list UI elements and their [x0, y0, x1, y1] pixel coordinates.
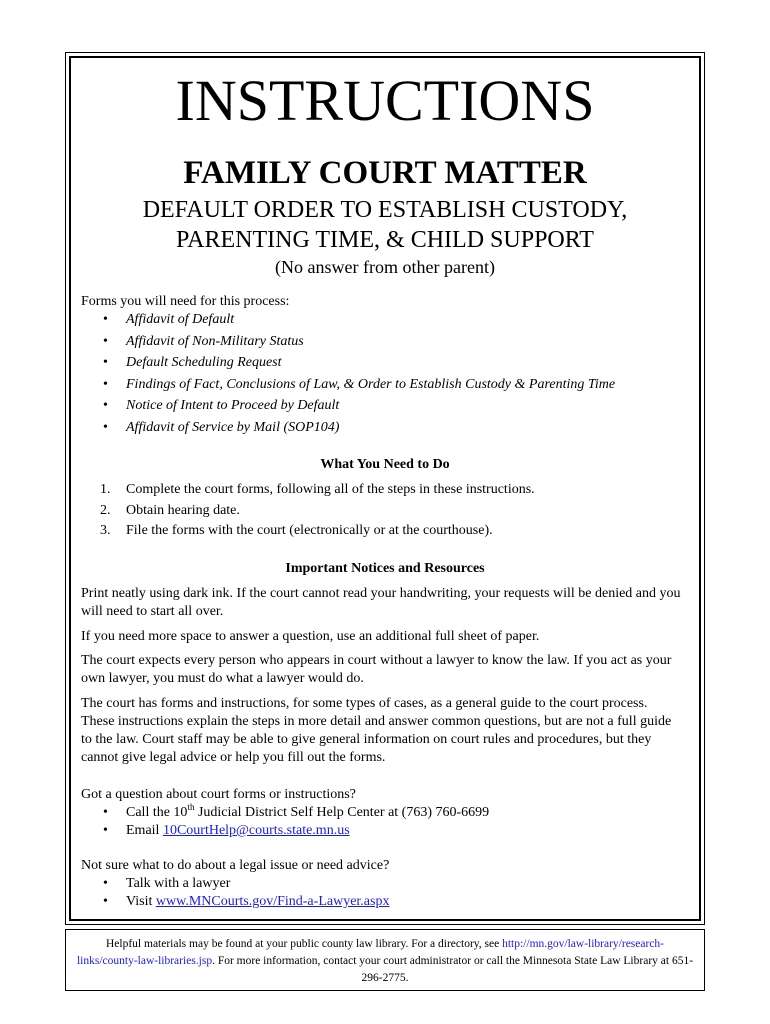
questions-list: [100, 804, 489, 840]
notices-heading: Important Notices and Resources: [285, 561, 485, 576]
todo-number: 2.: [100, 502, 111, 518]
todo-text: Obtain hearing date.: [126, 502, 240, 518]
heading-note: (No answer from other parent): [275, 257, 495, 277]
heading-line-2: PARENTING TIME, & CHILD SUPPORT: [176, 227, 594, 253]
law-library-link[interactable]: http://mn.gov/law-library/research-links/county-law-libraries.jsp: [76, 938, 664, 967]
talk-lawyer-item: • Talk with a lawyer: [100, 875, 389, 893]
forms-list: [100, 311, 615, 440]
forms-list-item: • Affidavit of Non-Military Status: [100, 333, 615, 355]
notice-paragraph: If you need more space to answer a question, use an additional full sheet of paper.: [81, 629, 540, 644]
visit-site-item: [100, 893, 389, 911]
todo-text: Complete the court forms, following all of the steps in these instructions.: [126, 482, 535, 497]
footer-text-1: Helpful materials may be found at your public county law library. For a directory, see: [106, 938, 503, 950]
call-help-center-item: [100, 804, 489, 822]
email-link[interactable]: 10CourtHelp@courts.state.mn.us: [162, 823, 350, 838]
notice-paragraph: Print neatly using dark ink. If the court cannot read your handwriting, your requests will be denied and you will need to start all over.: [81, 586, 681, 619]
todo-list-item: [100, 522, 535, 543]
notice-paragraph: The court has forms and instructions, for some types of cases, as a general guide to the court process. These instructions explain the steps in more detail and answer common questions, but are not a full guide to the law. Court staff may be able to give general information on court rules and procedures, but they cannot give legal advice or help you fill out the forms.: [81, 696, 672, 765]
forms-list-item: • Affidavit of Default: [100, 311, 615, 333]
todo-heading: What You Need to Do: [320, 457, 450, 472]
call-suffix: Judicial District Self Help Center at (763) 760-6699: [194, 805, 490, 820]
heading-line-1: DEFAULT ORDER TO ESTABLISH CUSTODY,: [142, 197, 628, 223]
todo-list-item: [100, 481, 535, 502]
call-prefix: Call the 10: [126, 805, 188, 820]
todo-list: [100, 481, 535, 543]
visit-prefix: Visit: [126, 894, 156, 909]
todo-number: 1.: [100, 482, 111, 497]
advice-list: [100, 875, 389, 911]
forms-list-item: • Findings of Fact, Conclusions of Law, & Order to Establish Custody & Parenting Time: [100, 376, 615, 398]
notice-paragraph: The court expects every person who appears in court without a lawyer to know the law. If you act as your own lawyer, you must do what a lawyer would do.: [81, 653, 672, 686]
todo-list-item: [100, 502, 535, 523]
todo-number: 3.: [100, 523, 111, 538]
page-title: INSTRUCTIONS: [175, 68, 595, 133]
footer-info-box: [65, 929, 705, 991]
email-help-item: [100, 822, 489, 840]
find-lawyer-link[interactable]: www.MNCourts.gov/Find-a-Lawyer.aspx: [155, 894, 390, 909]
footer-text-2: . For more information, contact your court administrator or call the Minnesota State Law Library at 651-296-2775.: [212, 955, 694, 984]
advice-intro: Not sure what to do about a legal issue or need advice?: [81, 858, 390, 873]
todo-text: File the forms with the court (electronically or at the courthouse).: [126, 523, 493, 538]
questions-intro: Got a question about court forms or instructions?: [81, 787, 356, 802]
forms-list-item: • Notice of Intent to Proceed by Default: [100, 397, 615, 419]
forms-list-item: • Affidavit of Service by Mail (SOP104): [100, 419, 615, 441]
email-prefix: Email: [126, 823, 163, 838]
ordinal-suffix: th: [187, 802, 195, 812]
page-subtitle: FAMILY COURT MATTER: [183, 155, 587, 191]
forms-intro: Forms you will need for this process:: [81, 294, 290, 309]
forms-list-item: • Default Scheduling Request: [100, 354, 615, 376]
